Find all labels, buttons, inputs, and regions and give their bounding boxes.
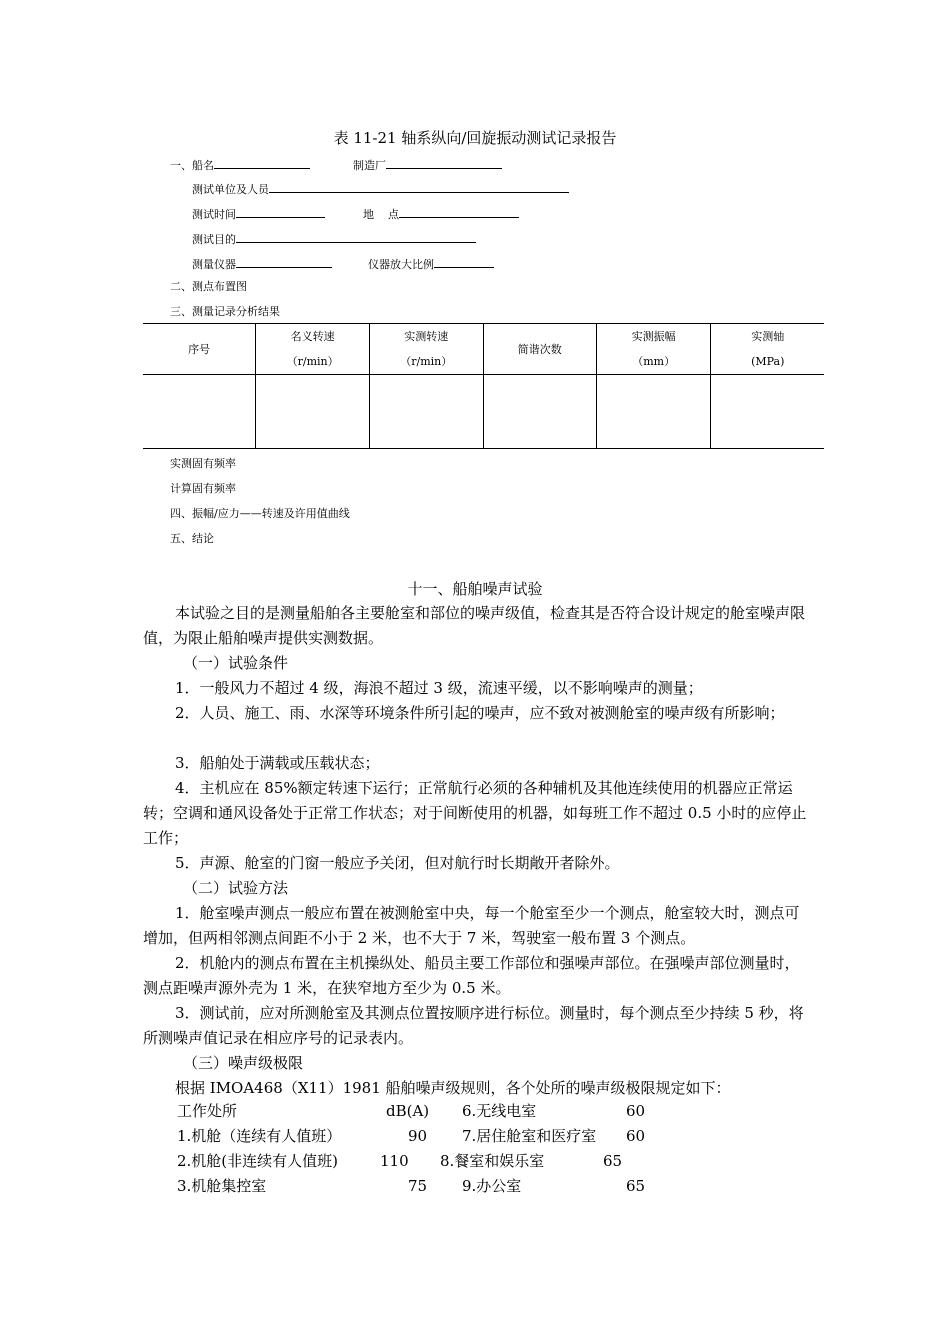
section5-label: 五、结论 bbox=[170, 532, 214, 545]
place-row bbox=[363, 205, 519, 222]
ship-name-blank bbox=[214, 156, 310, 169]
method-item: 1．舱室噪声测点一般应布置在被测舱室中央，每一个舱室至少一个测点，舱室较大时，测点可增加，但两相邻测点间距不小于 2 米，也不大于 7 米，驾驶室一般布置 3 个测点。 bbox=[143, 904, 800, 947]
limit-place: 8.餐室和娱乐室 bbox=[440, 1152, 545, 1170]
methods-heading: （二）试验方法 bbox=[183, 879, 289, 897]
section2-label: 二、测点布置图 bbox=[170, 280, 247, 293]
instrument-label: 测量仪器 bbox=[192, 258, 236, 271]
table-cell[interactable] bbox=[711, 375, 824, 449]
ship-name-label: 一、船名 bbox=[170, 159, 214, 172]
condition-item: 5．声源、舱室的门窗一般应予关闭，但对航行时长期敞开者除外。 bbox=[175, 854, 620, 872]
condition-item: 1．一般风力不超过 4 级，海浪不超过 3 级，流速平缓，以不影响噪声的测量； bbox=[175, 679, 703, 697]
col-measured-amplitude: 实测振幅 （mm） bbox=[596, 324, 711, 375]
unit-label: 测试单位及人员 bbox=[192, 183, 269, 196]
col-measured-speed: 实测转速 （r/min） bbox=[369, 324, 483, 375]
condition-item: 2．人员、施工、雨、水深等环境条件所引起的噪声，应不致对被测舱室的噪声级有所影响； bbox=[175, 704, 785, 722]
unit-blank bbox=[269, 180, 569, 193]
col-harmonic-order: 简谐次数 bbox=[483, 324, 596, 375]
section4-label: 四、振幅/应力——转速及许用值曲线 bbox=[170, 507, 350, 520]
intro-paragraph: 本试验之目的是测量船舶各主要舱室和部位的噪声级值，检查其是否符合设计规定的舱室噪声限值，为限止船舶噪声提供实测数据。 bbox=[143, 604, 806, 647]
limit-place: 2.机舱(非连续有人值班) bbox=[177, 1152, 339, 1170]
method-item: 3．测试前，应对所测舱室及其测点位置按顺序进行标位。测量时，每个测点至少持续 5 秒，将所测噪声值记录在相应序号的记录表内。 bbox=[143, 1004, 804, 1047]
purpose-label: 测试目的 bbox=[192, 233, 236, 246]
purpose-blank bbox=[236, 230, 476, 243]
limits-intro: 根据 IMOA468（X11）1981 船舶噪声级规则，各个处所的噪声级极限规定如下： bbox=[175, 1079, 731, 1097]
time-label: 测试时间 bbox=[192, 208, 236, 221]
limit-value: 60 bbox=[626, 1102, 646, 1120]
limit-place: 1.机舱（连续有人值班） bbox=[177, 1127, 342, 1145]
limit-value: 65 bbox=[603, 1152, 623, 1170]
condition-item: 3．船舶处于满载或压载状态； bbox=[175, 754, 380, 772]
limit-value: 90 bbox=[408, 1127, 428, 1145]
limits-heading: （三）噪声级极限 bbox=[183, 1054, 304, 1072]
ship-name-row bbox=[170, 156, 310, 173]
table-title: 表 11-21 轴系纵向/回旋振动测试记录报告 bbox=[333, 129, 617, 147]
limit-value: 65 bbox=[626, 1177, 646, 1195]
scale-label: 仪器放大比例 bbox=[368, 258, 434, 271]
limit-value: 60 bbox=[626, 1127, 646, 1145]
limit-place: 6.无线电室 bbox=[462, 1102, 537, 1120]
limit-place: 7.居住舱室和医疗室 bbox=[462, 1127, 597, 1145]
table-cell[interactable] bbox=[143, 375, 256, 449]
condition-item: 4．主机应在 85%额定转速下运行；正常航行必须的各种辅机及其他连续使用的机器应正常运转；空调和通风设备处于正常工作状态；对于间断使用的机器，如每班工作不超过 0.5 小时的应停止工作； bbox=[143, 779, 807, 847]
table-cell[interactable] bbox=[256, 375, 370, 449]
manufacturer-row bbox=[353, 156, 502, 173]
col-nominal-speed: 名义转速 （r/min） bbox=[256, 324, 370, 375]
table-row bbox=[143, 375, 824, 449]
unit-row bbox=[192, 180, 569, 197]
purpose-row bbox=[192, 230, 476, 247]
limit-place: 3.机舱集控室 bbox=[177, 1177, 267, 1195]
table-header-row bbox=[143, 324, 824, 375]
table-cell[interactable] bbox=[369, 375, 483, 449]
place-label: 地 点 bbox=[363, 208, 399, 221]
time-blank bbox=[236, 205, 325, 218]
section3-label: 三、测量记录分析结果 bbox=[170, 305, 280, 318]
manufacturer-blank bbox=[386, 156, 502, 169]
manufacturer-label: 制造厂 bbox=[353, 159, 386, 172]
measured-freq-label: 实测固有频率 bbox=[170, 457, 236, 470]
limit-value: 75 bbox=[408, 1177, 428, 1195]
limits-header-unit: dB(A) bbox=[386, 1102, 430, 1120]
record-table bbox=[143, 323, 824, 449]
scale-blank bbox=[434, 255, 494, 268]
time-row bbox=[192, 205, 325, 222]
instrument-row bbox=[192, 255, 332, 272]
calc-freq-label: 计算固有频率 bbox=[170, 482, 236, 495]
limits-header-place: 工作处所 bbox=[177, 1102, 238, 1120]
instrument-blank bbox=[236, 255, 332, 268]
limit-place: 9.办公室 bbox=[462, 1177, 522, 1195]
col-index: 序号 bbox=[143, 324, 256, 375]
table-cell[interactable] bbox=[596, 375, 711, 449]
conditions-heading: （一）试验条件 bbox=[183, 654, 289, 672]
place-blank bbox=[399, 205, 519, 218]
table-cell[interactable] bbox=[483, 375, 596, 449]
scale-row bbox=[368, 255, 494, 272]
method-item: 2．机舱内的测点布置在主机操纵处、船员主要工作部位和强噪声部位。在强噪声部位测量时，测点距噪声源外壳为 1 米，在狭窄地方至少为 0.5 米。 bbox=[143, 954, 800, 997]
limit-value: 110 bbox=[380, 1152, 409, 1170]
section-title: 十一、船舶噪声试验 bbox=[407, 580, 543, 598]
col-measured-stress: 实测轴 (MPa) bbox=[751, 330, 785, 368]
